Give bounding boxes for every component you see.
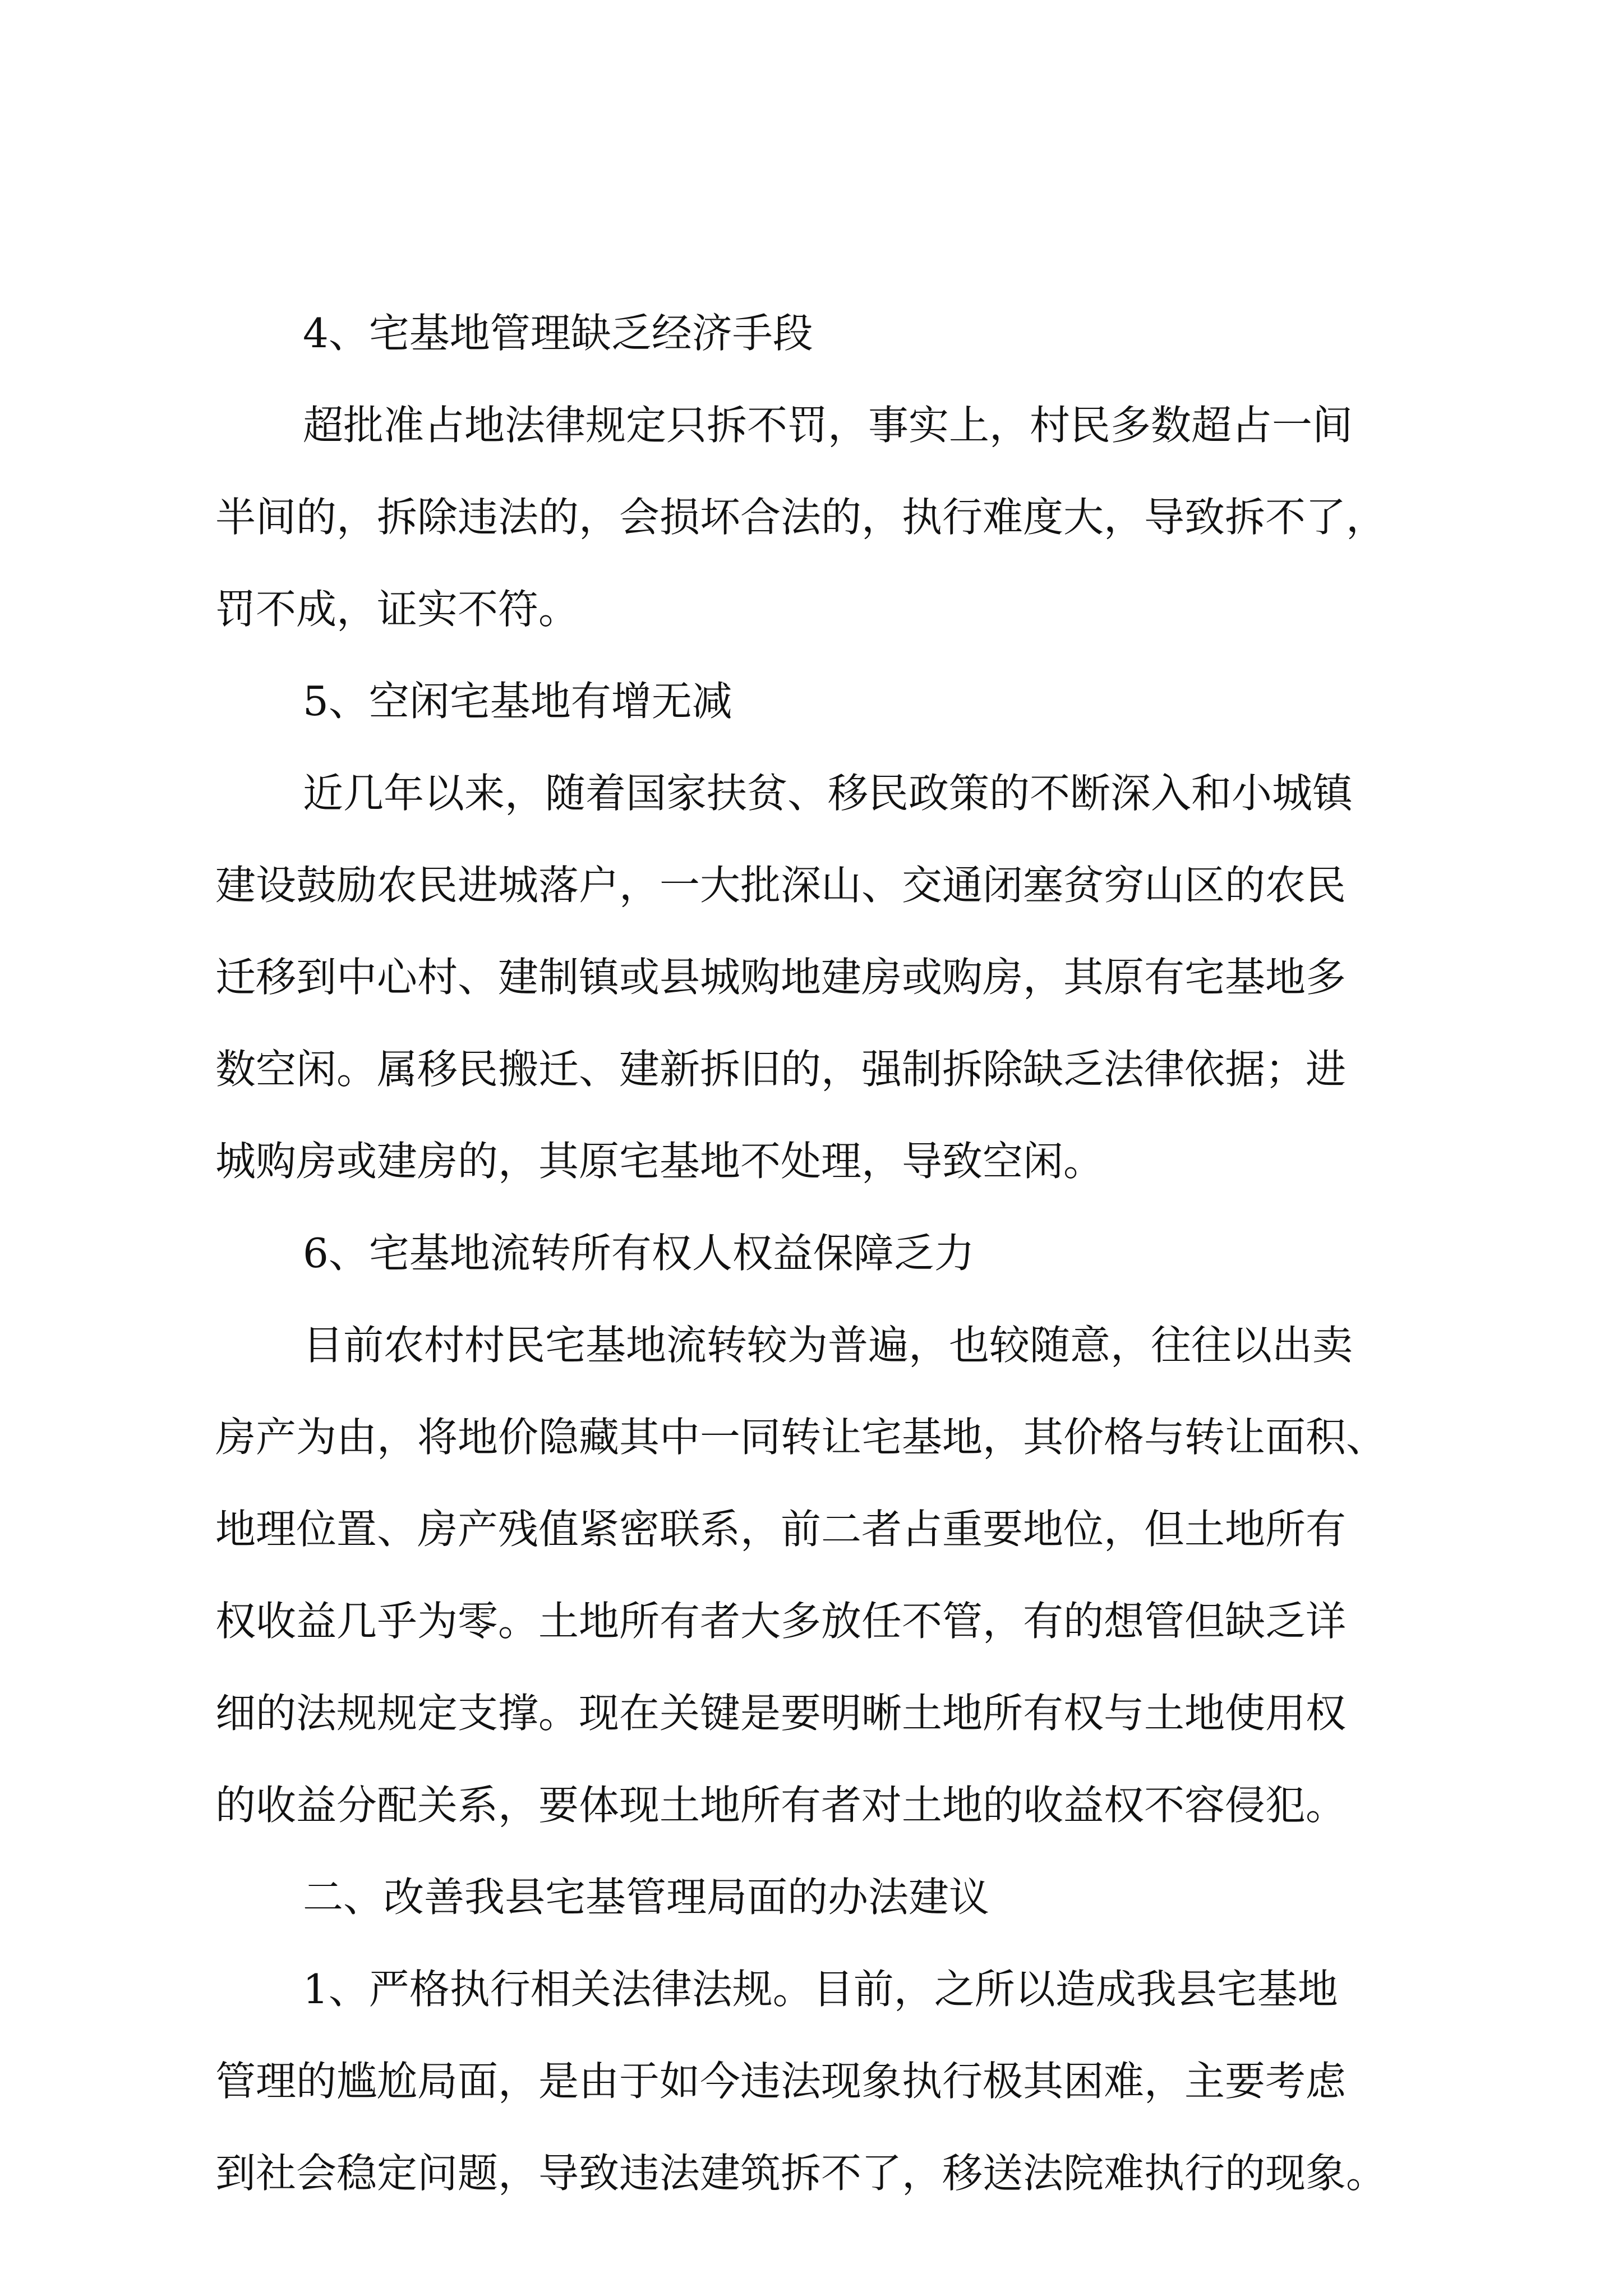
paragraph-line: 细的法规规定支撑。现在关键是要明晰土地所有权与土地使用权 [215, 1690, 1347, 1737]
paragraph-line: 数空闲。属移民搬迁、建新拆旧的，强制拆除缺乏法律依据；进 [215, 1046, 1347, 1093]
paragraph-line: 城购房或建房的，其原宅基地不处理，导致空闲。 [215, 1138, 1104, 1185]
paragraph-line: 管理的尴尬局面，是由于如今违法现象执行极其困难，主要考虑 [215, 2058, 1347, 2105]
paragraph-line: 目前农村村民宅基地流转较为普遍，也较随意，往往以出卖 [303, 1322, 1353, 1369]
section-heading-5: 5、空闲宅基地有增无减 [303, 678, 732, 725]
paragraph-line: 1、严格执行相关法律法规。目前，之所以造成我县宅基地 [303, 1966, 1338, 2013]
paragraph-line: 超批准占地法律规定只拆不罚，事实上，村民多数超占一间 [303, 402, 1353, 449]
section-heading-4: 4、宅基地管理缺乏经济手段 [303, 310, 813, 357]
paragraph-line: 权收益几乎为零。土地所有者大多放任不管，有的想管但缺乏详 [215, 1598, 1347, 1645]
section-heading-2: 二、改善我县宅基管理局面的办法建议 [303, 1874, 990, 1921]
paragraph-line: 罚不成，证实不符。 [215, 586, 579, 633]
paragraph-line: 地理位置、房产残值紧密联系，前二者占重要地位，但土地所有 [215, 1506, 1347, 1553]
paragraph-line: 近几年以来，随着国家扶贫、移民政策的不断深入和小城镇 [303, 770, 1353, 817]
paragraph-line: 房产为由，将地价隐藏其中一同转让宅基地，其价格与转让面积、 [215, 1414, 1387, 1461]
paragraph-line: 半间的，拆除违法的，会损坏合法的，执行难度大，导致拆不了， [215, 494, 1387, 541]
paragraph-line: 建设鼓励农民进城落户，一大批深山、交通闭塞贫穷山区的农民 [215, 862, 1347, 909]
paragraph-line: 到社会稳定问题，导致违法建筑拆不了，移送法院难执行的现象。 [215, 2150, 1387, 2197]
paragraph-line: 迁移到中心村、建制镇或县城购地建房或购房，其原有宅基地多 [215, 954, 1347, 1001]
section-heading-6: 6、宅基地流转所有权人权益保障乏力 [303, 1230, 975, 1277]
paragraph-line: 的收益分配关系，要体现土地所有者对土地的收益权不容侵犯。 [215, 1782, 1347, 1829]
